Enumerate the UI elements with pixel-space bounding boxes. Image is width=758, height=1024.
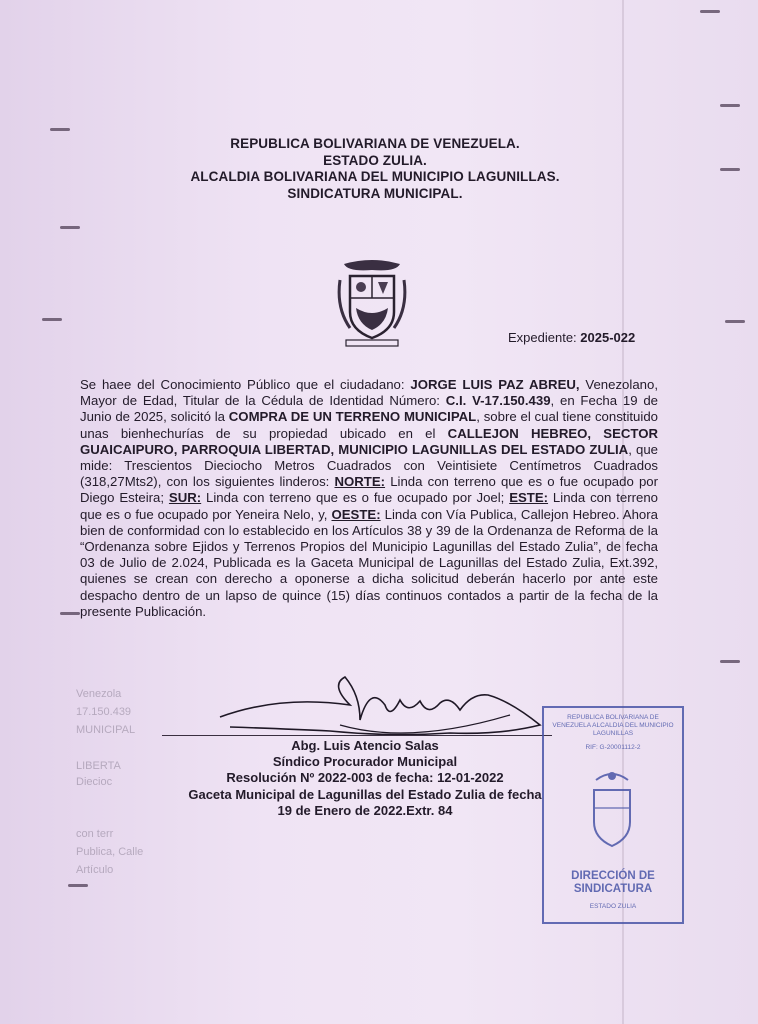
header-state: ESTADO ZULIA. (323, 152, 427, 168)
file-number-label: Expediente: (508, 330, 577, 345)
applicant-name: JORGE LUIS PAZ ABREU, (410, 377, 580, 392)
publication-body (80, 377, 658, 620)
body-text: , en Fecha 19 de Junio de 2025, solicitó la (80, 393, 658, 425)
applicant-id: C.I. V-17.150.439 (445, 393, 551, 409)
ghost-text: Venezola (76, 688, 122, 700)
stamp-rif: RIF: G-20001112-2 (585, 744, 641, 751)
scan-mark (700, 10, 720, 13)
body-text: Linda con terreno que es o fue ocupado por Joel; (201, 490, 510, 506)
official-stamp (542, 706, 684, 924)
property-location: CALLEJON HEBREO, SECTOR GUAICAIPURO, PARROQUIA LIBERTAD, MUNICIPIO LAGUNILLAS DEL ESTADO ZULIA (80, 425, 658, 457)
signer-resolution: Resolución Nº 2022-003 de fecha: 12-01-2022 (226, 770, 504, 786)
ghost-text: Artículo (76, 864, 114, 876)
boundary-south: SUR: (168, 490, 202, 506)
signer-gazette-date: 19 de Enero de 2022.Extr. 84 (277, 802, 453, 818)
file-number-value: 2025-022 (580, 330, 636, 345)
scan-mark (60, 612, 80, 615)
scan-mark (60, 226, 80, 229)
header-country: REPUBLICA BOLIVARIANA DE VENEZUELA. (230, 136, 520, 151)
municipal-coat-of-arms-icon (336, 258, 408, 350)
header-mayoralty: ALCALDIA BOLIVARIANA DEL MUNICIPIO LAGUNILLAS. (190, 169, 560, 184)
document-header (140, 136, 610, 202)
scan-mark (42, 318, 62, 321)
stamp-coat-of-arms-icon (584, 760, 640, 860)
body-text: Linda con terreno que es o fue ocupado por Diego Esteira; (80, 474, 659, 506)
body-text: Linda con Vía Publica, Callejon Hebreo. Ahora bien de conformidad con lo establecido en los Artículos 38 y 39 de la Ordenanza de Reforma de la “Ordenanza sobre Ejidos y Terrenos Propios del Municipio Lagunillas del Estado Zulia”, de fecha 03 de Julio de 2.024, Publicada es la Gaceta Municipal de Lagunillas del Estado Zulia, Ext.392, quienes se crean con derecho a oponerse a dicha solicitud deberán hacerlo por ante este despacho dentro de un lapso de quince (15) días continuos contados a partir de la fecha de la presente Publicación. (80, 506, 658, 619)
scan-mark (720, 168, 740, 171)
ghost-text: Publica, Calle (76, 846, 144, 858)
body-text: Venezolano, Mayor de Edad, Titular de la Cédula de Identidad Número: (80, 377, 658, 409)
body-text: Linda con terreno que es o fue ocupado por Yeneira Nelo, y, (80, 490, 658, 522)
stamp-top-text: REPUBLICA BOLIVARIANA DE VENEZUELA ALCALDIA DEL MUNICIPIO LAGUNILLAS (552, 714, 674, 737)
signature-line (162, 735, 552, 736)
ghost-text: MUNICIPAL (76, 724, 136, 736)
scan-mark (720, 104, 740, 107)
file-number (508, 330, 635, 345)
ghost-text: con terr (76, 828, 114, 840)
boundary-east: ESTE: (509, 490, 549, 506)
boundary-west: OESTE: (331, 506, 381, 522)
scan-mark (50, 128, 70, 131)
stamp-main-line1: DIRECCIÓN DE (571, 870, 655, 882)
scan-mark (68, 884, 88, 887)
header-office: SINDICATURA MUNICIPAL. (287, 185, 463, 201)
ghost-text: 17.150.439 (76, 706, 132, 718)
request-type: COMPRA DE UN TERRENO MUNICIPAL (228, 409, 477, 425)
scan-mark (725, 320, 745, 323)
signer-block (150, 738, 580, 819)
stamp-main-line2: SINDICATURA (573, 883, 653, 895)
scan-mark (720, 660, 740, 663)
signer-gazette: Gaceta Municipal de Lagunillas del Estado Zulia de fecha (188, 786, 542, 802)
signer-title: Síndico Procurador Municipal (272, 754, 458, 770)
stamp-bottom-text: ESTADO ZULIA (589, 903, 637, 910)
ghost-text: Diecioc (76, 776, 113, 788)
body-text: Se haee del Conocimiento Público que el ciudadano: (80, 377, 411, 392)
body-text: , sobre el cual tiene constituido unas bienhechurías de su propiedad ubicado en el (80, 409, 658, 441)
signer-name: Abg. Luis Atencio Salas (291, 738, 439, 753)
body-text: , que mide: Trescientos Dieciocho Metros Cuadrados con Veintisiete Centímetros Cuadrados (318,27Mts2), con los siguientes linderos: (80, 441, 658, 490)
boundary-north: NORTE: (334, 474, 386, 490)
ghost-text: LIBERTA (76, 760, 121, 772)
